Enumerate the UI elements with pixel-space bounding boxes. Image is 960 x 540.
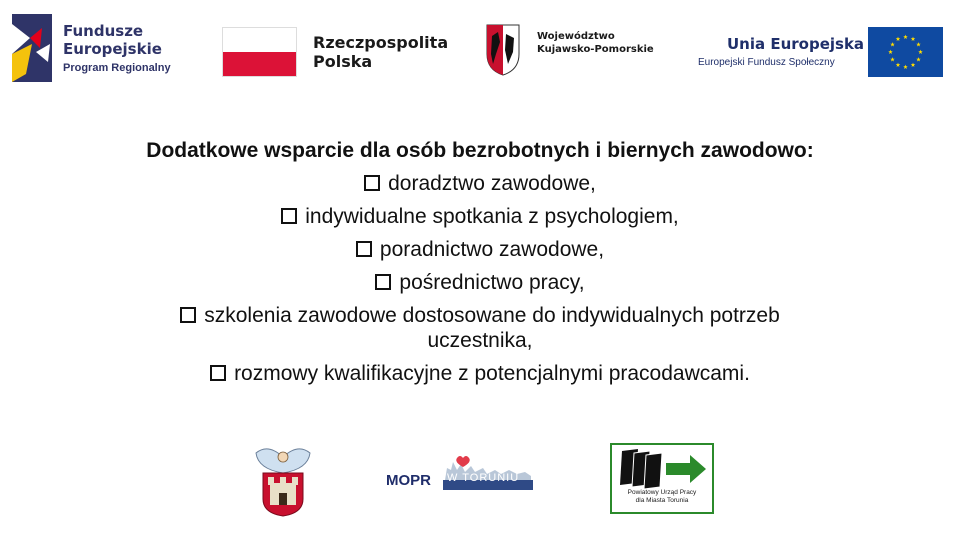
unia-europejska-title: Unia Europejska xyxy=(727,35,865,53)
list-item xyxy=(20,233,940,266)
checkbox-bullet-icon xyxy=(356,241,372,257)
list-item-text: pośrednictwo pracy, xyxy=(399,271,585,294)
mopr-city: W TORUNIU xyxy=(447,472,520,484)
wojewodztwo-line1: Województwo xyxy=(537,31,615,42)
support-heading: Dodatkowe wsparcie dla osób bezrobotnych i biernych zawodowo: xyxy=(146,139,814,162)
wojewodztwo-name xyxy=(537,30,654,56)
checkbox-bullet-icon xyxy=(281,208,297,224)
list-item xyxy=(20,299,940,357)
wojewodztwo-line2: Kujawsko-Pomorskie xyxy=(537,44,654,55)
list-item-text: szkolenia zawodowe dostosowane do indywidualnych potrzeb xyxy=(204,304,780,327)
eu-flag-icon xyxy=(868,27,943,77)
rzeczpospolita-line2: Polska xyxy=(313,52,373,71)
support-list-block xyxy=(20,134,940,390)
kujawsko-pomorskie-shield-icon xyxy=(486,24,520,76)
fundusze-title xyxy=(63,22,162,58)
checkbox-bullet-icon xyxy=(364,175,380,191)
pup-arrow-cards-icon xyxy=(612,445,712,489)
rzeczpospolita-name xyxy=(313,33,448,71)
fundusze-europejskie-emblem-icon xyxy=(12,14,52,82)
list-item xyxy=(20,357,940,390)
unia-europejska-subtitle: Europejski Fundusz Społeczny xyxy=(698,57,835,68)
list-item-text: indywidualne spotkania z psychologiem, xyxy=(305,205,679,228)
list-item-text: rozmowy kwalifikacyjne z potencjalnymi pracodawcami. xyxy=(234,362,750,385)
list-item xyxy=(20,266,940,299)
list-item-text-continuation: uczestnika, xyxy=(427,329,533,352)
checkbox-bullet-icon xyxy=(375,274,391,290)
pup-name-line1: Powiatowy Urząd Pracy xyxy=(627,489,697,496)
checkbox-bullet-icon xyxy=(180,307,196,323)
poland-flag-icon xyxy=(222,27,297,77)
rzeczpospolita-line1: Rzeczpospolita xyxy=(313,33,449,52)
list-item xyxy=(20,200,940,233)
fundusze-subtitle: Program Regionalny xyxy=(63,62,171,74)
list-item-text: doradztwo zawodowe, xyxy=(388,172,596,195)
fundusze-title-line1: Fundusze xyxy=(63,22,144,40)
checkbox-bullet-icon xyxy=(210,365,226,381)
fundusze-title-line2: Europejskie xyxy=(63,40,162,58)
list-item-text: poradnictwo zawodowe, xyxy=(379,238,605,261)
pup-name xyxy=(612,489,712,505)
torun-coat-of-arms-icon xyxy=(248,443,318,517)
pup-name-line2: dla Miasta Torunia xyxy=(635,497,689,504)
list-item xyxy=(20,167,940,200)
mopr-name: MOPR xyxy=(386,472,431,489)
